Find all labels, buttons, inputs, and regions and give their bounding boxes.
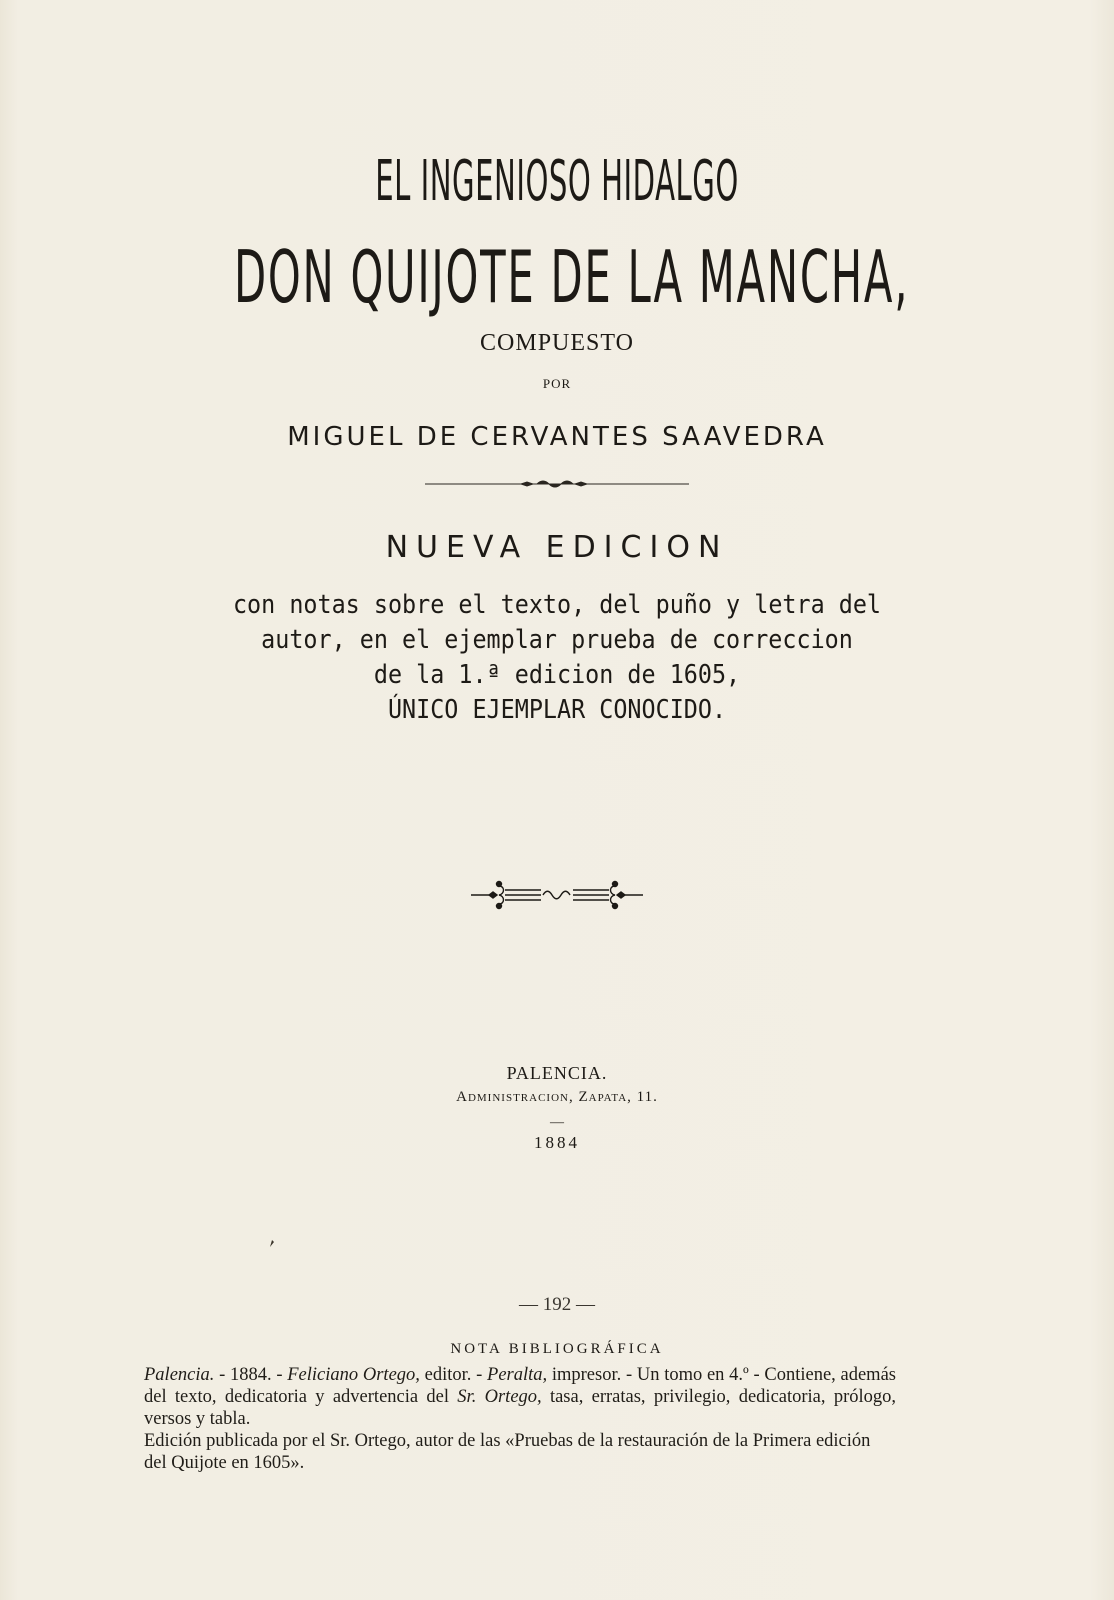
sr-ortego: Sr. Ortego, <box>457 1387 542 1407</box>
note-text: - 1884. - <box>214 1365 288 1385</box>
edition-note-line: de la 1.ª edicion de 1605, <box>373 660 741 690</box>
author-name: MIGUEL DE CERVANTES SAAVEDRA <box>287 422 827 452</box>
note-text: tasa, erratas, privilegio, dedicatoria, prólogo, versos y tabla. <box>144 1387 896 1429</box>
ink-speck <box>269 1235 275 1244</box>
imprint-dash: — <box>550 1115 564 1130</box>
compuesto-label: COMPUESTO <box>480 330 634 356</box>
title-line-1: EL INGENIOSO HIDALGO <box>375 149 739 214</box>
editor-name: Feliciano Ortego, <box>287 1365 420 1385</box>
page-number: — 192 — <box>519 1294 595 1315</box>
note-text: impresor. - Un tomo en 4.º - Contiene, además del texto, dedicatoria y advertencia del <box>144 1365 896 1407</box>
edition-note-line: con notas sobre el texto, del puño y letra del <box>232 590 882 620</box>
city-italic: Palencia. <box>144 1365 215 1385</box>
imprint-city: PALENCIA. <box>506 1063 608 1083</box>
imprint-address: Administracion, Zapata, 11. <box>456 1089 658 1105</box>
edition-heading: NUEVA EDICION <box>385 530 729 565</box>
bibliographic-note <box>144 1364 896 1474</box>
edition-note-line: ÚNICO EJEMPLAR CONOCIDO. <box>387 695 727 725</box>
ornamental-rule <box>0 476 1114 494</box>
printer-name: Peralta, <box>487 1365 548 1385</box>
ornament-icon <box>0 878 1114 917</box>
note-text: editor. - <box>419 1365 488 1385</box>
bibliographic-paragraph: Edición publicada por el Sr. Ortego, autor de las «Pruebas de la restauración de la Primera edición del Quijote en 1605». <box>144 1431 871 1473</box>
nota-heading: NOTA BIBLIOGRÁFICA <box>450 1341 664 1357</box>
imprint-year: 1884 <box>534 1133 580 1152</box>
bibliographic-paragraph <box>144 1364 896 1430</box>
edition-note-line: autor, en el ejemplar prueba de correccion <box>261 625 853 655</box>
edition-notes <box>56 588 1059 728</box>
por-label: POR <box>542 376 572 391</box>
title-line-2: DON QUIJOTE DE LA MANCHA, <box>233 235 910 319</box>
